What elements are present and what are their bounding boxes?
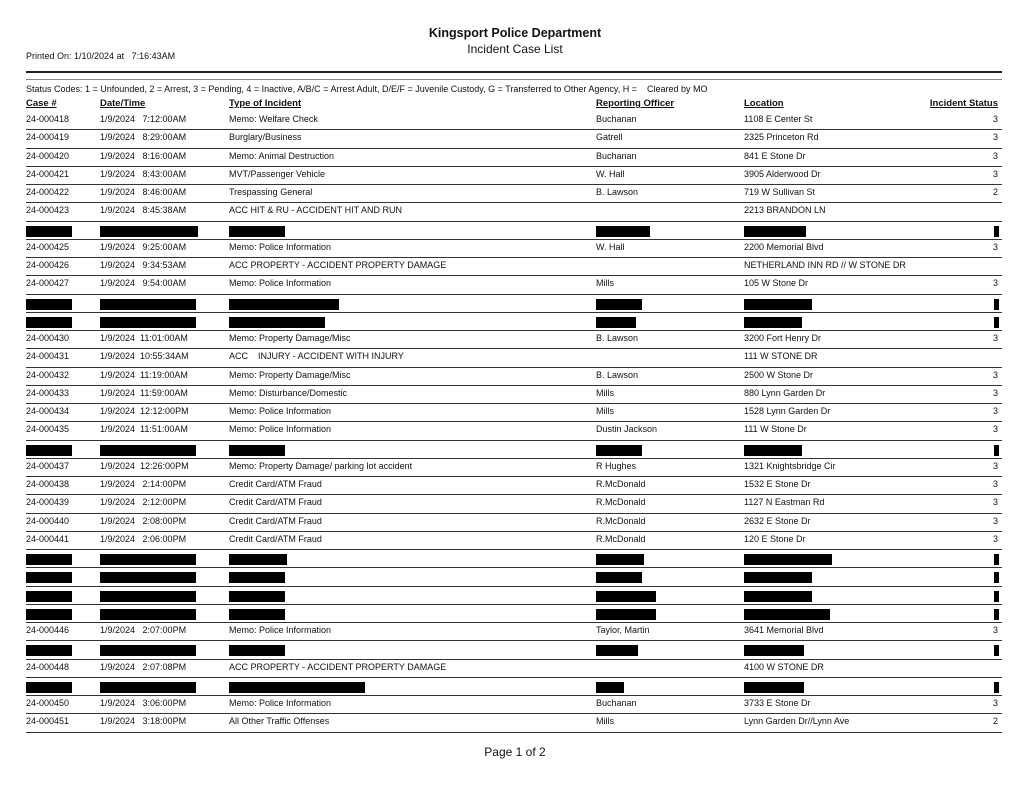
cell-case: 24-000419 [26,132,70,143]
cell-type: Memo: Property Damage/Misc [229,369,351,380]
table-row [26,477,1002,495]
cell-type: Memo: Police Information [229,424,332,435]
redaction-bar [744,554,832,565]
table-row [26,130,1002,148]
cell-officer: Mills [596,406,614,416]
cell-location: 1108 E Center St [744,114,813,124]
redaction-bar [744,572,812,583]
redaction-bar [26,572,72,583]
cell-case: 24-000437 [26,460,70,471]
cell-status: 3 [992,424,998,435]
cell-case: 24-000422 [26,187,70,197]
redaction-bar [26,591,72,602]
column-header-case: Case # [26,98,57,109]
cell-officer: W. Hall [596,241,625,252]
cell-type: Credit Card/ATM Fraud [229,515,322,526]
cell-status: 3 [992,625,998,635]
redaction-bar [994,645,999,656]
cell-status: 3 [992,369,998,380]
cell-location: 3905 Alderwood Dr [744,168,821,179]
cell-location: NETHERLAND INN RD // W STONE DR [744,260,906,270]
cell-case: 24-000450 [26,698,70,708]
cell-location: 120 E Stone Dr [744,533,806,544]
cell-type: Memo: Animal Destruction [229,150,335,161]
cell-type: Credit Card/ATM Fraud [229,479,322,489]
cell-case: 24-000426 [26,260,70,270]
cell-officer: Taylor, Martin [596,625,650,635]
cell-officer: R.McDonald [596,533,646,544]
redaction-bar [744,609,830,620]
cell-location: Lynn Garden Dr//Lynn Ave [744,716,850,727]
cell-location: 111 W STONE DR [744,351,818,362]
cell-case: 24-000441 [26,533,70,544]
cell-location: 2500 W Stone Dr [744,369,814,380]
redacted-row [26,295,1002,313]
cell-date: 1/9/2024 9:25:00AM [100,241,187,252]
cell-date: 1/9/2024 7:12:00AM [100,114,187,124]
redaction-bar [994,226,999,237]
cell-officer: Buchanan [596,698,637,708]
cell-officer: R.McDonald [596,515,646,526]
status-codes-legend: Status Codes: 1 = Unfounded, 2 = Arrest, 3 = Pending, 4 = Inactive, A/B/C = Arrest Adult, D/E/F = Juvenile Custody, G = Transferred to Other Agency, H = Cleared by MO [26,84,708,94]
table-row [26,386,1002,404]
redaction-bar [744,591,812,602]
cell-case: 24-000446 [26,625,70,635]
cell-status: 3 [992,241,998,252]
redaction-bar [229,682,365,693]
column-header-type: Type of Incident [229,98,302,109]
cell-case: 24-000433 [26,387,70,398]
table-row [26,149,1002,167]
cell-status: 3 [992,497,998,508]
redaction-bar [26,226,72,237]
redaction-bar [596,682,624,693]
column-header-status: Incident Status [929,98,998,109]
cell-type: ACC INJURY - ACCIDENT WITH INJURY [229,351,404,362]
cell-status: 2 [992,716,998,727]
table-row [26,276,1002,294]
redaction-bar [596,317,636,328]
cell-status: 3 [992,278,998,289]
cell-officer: Mills [596,716,614,727]
redaction-bar [596,299,642,310]
cell-status: 3 [992,150,998,161]
table-row [26,459,1002,477]
table-row [26,203,1002,221]
redacted-row [26,605,1002,623]
cell-type: Memo: Police Information [229,406,332,416]
cell-date: 1/9/2024 2:07:00PM [100,625,187,635]
redaction-bar [100,317,196,328]
redacted-row [26,222,1002,240]
cell-date: 1/9/2024 9:54:00AM [100,278,187,289]
cell-officer: Gatrell [596,132,623,143]
cell-location: 2325 Princeton Rd [744,132,819,143]
cell-type: Memo: Welfare Check [229,114,318,124]
top-rule [26,71,1002,73]
redaction-bar [744,226,806,237]
page-number: Page 1 of 2 [484,745,546,759]
cell-officer: B. Lawson [596,187,639,197]
redaction-bar [229,299,339,310]
cell-location: 111 W Stone Dr [744,424,807,435]
cell-case: 24-000448 [26,661,70,672]
table-row [26,112,1002,130]
cell-case: 24-000435 [26,424,70,435]
cell-case: 24-000439 [26,497,70,508]
cell-officer: B. Lawson [596,333,639,343]
cell-location: 1321 Knightsbridge Cir [744,460,836,471]
cell-type: Burglary/Business [229,132,302,143]
cell-officer: Mills [596,387,614,398]
table-row [26,349,1002,367]
cell-officer: W. Hall [596,168,625,179]
cell-location: 3200 Fort Henry Dr [744,333,822,343]
cell-date: 1/9/2024 8:46:00AM [100,187,187,197]
cell-case: 24-000425 [26,241,70,252]
report-title: Kingsport Police Department [428,26,602,40]
table-row [26,258,1002,276]
cell-location: 105 W Stone Dr [744,278,809,289]
redaction-bar [229,645,285,656]
cell-type: MVT/Passenger Vehicle [229,168,326,179]
cell-officer: R.McDonald [596,497,646,508]
redaction-bar [26,317,72,328]
cell-date: 1/9/2024 2:08:00PM [100,515,187,526]
table-row [26,714,1002,732]
redacted-row [26,587,1002,605]
cell-case: 24-000451 [26,716,70,727]
cell-type: Memo: Police Information [229,241,332,252]
column-header-location: Location [744,98,784,109]
column-header-date: Date/Time [100,98,146,109]
column-header-officer: Reporting Officer [596,98,675,109]
redaction-bar [596,591,656,602]
cell-location: 1528 Lynn Garden Dr [744,406,831,416]
redaction-bar [26,645,72,656]
cell-case: 24-000431 [26,351,70,362]
redaction-bar [100,609,196,620]
redaction-bar [100,682,196,693]
table-row [26,404,1002,422]
redaction-bar [596,445,642,456]
table-row [26,696,1002,714]
cell-type: Memo: Property Damage/Misc [229,333,351,343]
redaction-bar [994,299,999,310]
redaction-bar [100,572,196,583]
cell-date: 1/9/2024 11:01:00AM [100,333,188,343]
cell-case: 24-000418 [26,114,70,124]
redaction-bar [744,317,802,328]
redaction-bar [26,682,72,693]
redaction-bar [596,554,644,565]
cell-case: 24-000432 [26,369,70,380]
redaction-bar [26,445,72,456]
redaction-bar [994,317,999,328]
redaction-bar [26,299,72,310]
redaction-bar [229,609,285,620]
cell-case: 24-000430 [26,333,70,343]
cell-location: 1127 N Eastman Rd [744,497,825,508]
cell-type: Memo: Police Information [229,625,332,635]
cell-location: 2632 E Stone Dr [744,515,811,526]
cell-location: 3641 Memorial Blvd [744,625,824,635]
cell-date: 1/9/2024 8:45:38AM [100,205,187,216]
redaction-bar [994,682,999,693]
cell-status: 3 [992,406,998,416]
table-row [26,331,1002,349]
header-rule [26,79,1002,80]
cell-date: 1/9/2024 11:19:00AM [100,369,188,380]
redacted-row [26,441,1002,459]
cell-type: ACC PROPERTY - ACCIDENT PROPERTY DAMAGE [229,661,447,672]
cell-officer: Mills [596,278,614,289]
table-row [26,623,1002,641]
redaction-bar [596,226,650,237]
cell-type: Trespassing General [229,187,313,197]
cell-status: 3 [992,168,998,179]
cell-type: All Other Traffic Offenses [229,716,330,727]
table-row [26,660,1002,678]
redaction-bar [229,591,285,602]
redaction-bar [994,554,999,565]
redaction-bar [100,299,196,310]
cell-date: 1/9/2024 12:12:00PM [100,406,189,416]
redacted-row [26,568,1002,586]
redaction-bar [229,572,285,583]
cell-case: 24-000440 [26,515,70,526]
cell-location: 1532 E Stone Dr [744,479,811,489]
cell-type: Credit Card/ATM Fraud [229,497,322,508]
redaction-bar [994,609,999,620]
cell-date: 1/9/2024 2:12:00PM [100,497,187,508]
cell-officer: B. Lawson [596,369,639,380]
redaction-bar [229,445,285,456]
redaction-bar [596,609,656,620]
cell-case: 24-000421 [26,168,70,179]
redaction-bar [596,645,638,656]
redaction-bar [596,572,642,583]
redaction-bar [744,299,812,310]
cell-status: 3 [992,698,998,708]
cell-case: 24-000423 [26,205,70,216]
cell-status: 3 [992,333,998,343]
redaction-bar [994,572,999,583]
cell-location: 4100 W STONE DR [744,661,824,672]
cell-location: 880 Lynn Garden Dr [744,387,826,398]
table-row [26,368,1002,386]
cell-status: 3 [992,533,998,544]
cell-date: 1/9/2024 8:16:00AM [100,150,187,161]
cell-status: 3 [992,114,998,124]
cell-case: 24-000438 [26,479,70,489]
cell-date: 1/9/2024 8:43:00AM [100,168,187,179]
cell-type: Memo: Disturbance/Domestic [229,387,348,398]
cell-case: 24-000427 [26,278,70,289]
cell-officer: Dustin Jackson [596,424,658,435]
cell-type: ACC HIT & RU - ACCIDENT HIT AND RUN [229,205,403,216]
cell-officer: Buchanan [596,150,637,161]
redaction-bar [994,591,999,602]
cell-date: 1/9/2024 2:06:00PM [100,533,187,544]
report-subtitle: Incident Case List [467,42,563,56]
redaction-bar [744,682,804,693]
redaction-bar [100,591,196,602]
cell-type: Credit Card/ATM Fraud [229,533,322,544]
cell-status: 3 [992,460,998,471]
cell-status: 3 [992,515,998,526]
cell-date: 1/9/2024 11:51:00AM [100,424,188,435]
incident-table [26,112,1002,733]
cell-type: ACC PROPERTY - ACCIDENT PROPERTY DAMAGE [229,260,447,270]
cell-date: 1/9/2024 2:14:00PM [100,479,187,489]
cell-case: 24-000420 [26,150,70,161]
cell-date: 1/9/2024 12:26:00PM [100,460,189,471]
redaction-bar [100,554,196,565]
cell-date: 1/9/2024 2:07:08PM [100,661,187,672]
cell-case: 24-000434 [26,406,70,416]
cell-officer: R.McDonald [596,479,646,489]
redaction-bar [100,445,196,456]
table-row [26,514,1002,532]
cell-status: 3 [992,132,998,143]
redaction-bar [100,645,196,656]
redaction-bar [229,226,285,237]
cell-location: 719 W Sullivan St [744,187,816,197]
cell-type: Memo: Police Information [229,698,332,708]
redacted-row [26,678,1002,696]
cell-type: Memo: Police Information [229,278,332,289]
table-row [26,495,1002,513]
cell-status: 3 [992,387,998,398]
redaction-bar [744,645,804,656]
redaction-bar [994,445,999,456]
redaction-bar [26,554,72,565]
redaction-bar [229,554,287,565]
table-row [26,167,1002,185]
printed-on-timestamp: Printed On: 1/10/2024 at 7:16:43AM [26,51,176,61]
redacted-row [26,313,1002,331]
table-row [26,422,1002,440]
cell-date: 1/9/2024 3:18:00PM [100,716,187,727]
cell-date: 1/9/2024 8:29:00AM [100,132,187,143]
cell-location: 841 E Stone Dr [744,150,806,161]
table-row [26,240,1002,258]
cell-date: 1/9/2024 9:34:53AM [100,260,187,270]
redaction-bar [229,317,325,328]
cell-date: 1/9/2024 11:59:00AM [100,387,188,398]
cell-officer: Buchanan [596,114,637,124]
cell-date: 1/9/2024 10:55:34AM [100,351,189,362]
cell-status: 3 [992,479,998,489]
cell-location: 2200 Memorial Blvd [744,241,824,252]
table-row [26,185,1002,203]
table-row [26,532,1002,550]
cell-officer: R Hughes [596,460,637,471]
cell-type: Memo: Property Damage/ parking lot accident [229,460,413,471]
table-header [26,98,1002,110]
cell-status: 2 [992,187,998,197]
redaction-bar [744,445,802,456]
cell-date: 1/9/2024 3:06:00PM [100,698,187,708]
redacted-row [26,641,1002,659]
redacted-row [26,550,1002,568]
redaction-bar [100,226,198,237]
cell-location: 2213 BRANDON LN [744,205,826,216]
cell-location: 3733 E Stone Dr [744,698,811,708]
redaction-bar [26,609,72,620]
